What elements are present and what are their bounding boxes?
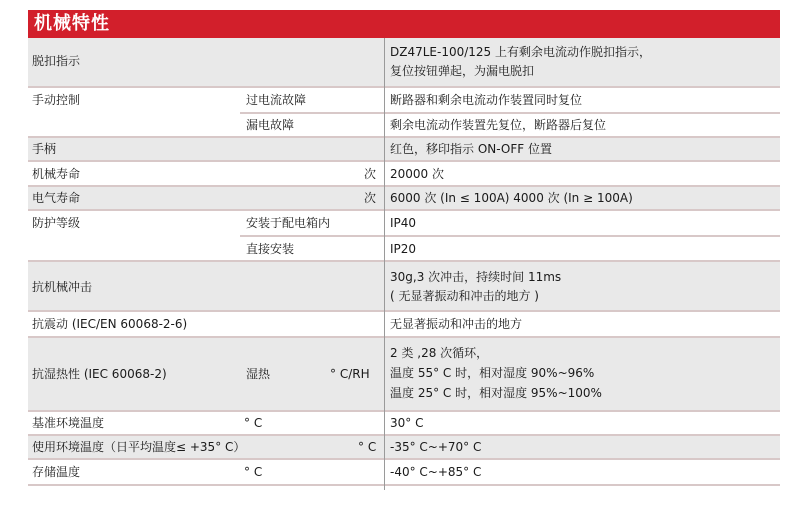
row-value: DZ47LE-100/125 上有剩余电流动作脱扣指示， (390, 45, 651, 59)
row-label: 使用环境温度（日平均温度≤ +35° C） (32, 440, 246, 454)
row-value: 温度 25° C 时，相对湿度 95%~100% (390, 386, 602, 400)
row-sub-label: 安装于配电箱内 (246, 216, 331, 230)
row-value: 30g,3 次冲击，持续时间 11ms (390, 270, 562, 284)
row-label: 电气寿命 (32, 191, 81, 205)
table-row (28, 88, 780, 112)
table-row (28, 114, 780, 138)
table-row (28, 262, 780, 312)
table-row (28, 436, 780, 460)
row-label: 机械寿命 (32, 167, 81, 181)
table-row (28, 460, 780, 486)
row-sub-label: 过电流故障 (246, 93, 307, 107)
row-value: 断路器和剩余电流动作装置同时复位 (390, 93, 583, 107)
row-value: 20000 次 (390, 167, 444, 181)
row-unit: ° C (244, 465, 263, 479)
row-label: 手动控制 (32, 93, 81, 107)
row-label: 基准环境温度 (32, 416, 105, 430)
table-row (28, 237, 780, 262)
spec-table (28, 10, 780, 490)
row-unit: ° C (244, 416, 263, 430)
row-value: ( 无显著振动和冲击的地方 ) (390, 289, 539, 303)
column-divider (384, 38, 385, 490)
row-unit: 次 (364, 191, 377, 205)
row-sub-label: 漏电故障 (246, 118, 295, 132)
title-bar (28, 10, 780, 38)
row-value: 温度 55° C 时，相对湿度 90%~96% (390, 366, 595, 380)
row-value: IP20 (390, 242, 417, 256)
table-row (28, 412, 780, 436)
row-label: 手柄 (32, 142, 57, 156)
row-value: IP40 (390, 216, 417, 230)
row-value: 无显著振动和冲击的地方 (390, 317, 523, 331)
row-label: 防护等级 (32, 216, 81, 230)
row-unit: ° C/RH (330, 367, 370, 381)
row-sub-label: 直接安装 (246, 242, 295, 256)
table-row (28, 38, 780, 88)
table-row (28, 211, 780, 235)
table-title: 机械特性 (34, 13, 110, 34)
row-label: 脱扣指示 (32, 54, 81, 68)
row-label: 抗机械冲击 (32, 280, 93, 294)
table-row (28, 138, 780, 162)
table-row (28, 312, 780, 338)
row-value: -40° C~+85° C (390, 465, 482, 479)
row-value: 复位按钮弹起，为漏电脱扣 (390, 64, 535, 78)
row-unit: 次 (364, 167, 377, 181)
row-label: 存储温度 (32, 465, 81, 479)
row-value: 红色，移印指示 ON-OFF 位置 (390, 142, 552, 156)
table-row (28, 338, 780, 412)
row-sub-label: 湿热 (246, 367, 271, 381)
row-unit: ° C (358, 440, 377, 454)
table-row (28, 187, 780, 211)
row-value: 剩余电流动作装置先复位，断路器后复位 (390, 118, 607, 132)
row-value: 6000 次 (In ≤ 100A) 4000 次 (In ≥ 100A) (390, 191, 633, 205)
row-label: 抗震动 (IEC/EN 60068-2-6) (32, 317, 188, 331)
row-value: 30° C (390, 416, 424, 430)
table-row (28, 162, 780, 187)
row-label: 抗湿热性 (IEC 60068-2) (32, 367, 167, 381)
row-value: -35° C~+70° C (390, 440, 482, 454)
row-value: 2 类 ,28 次循环， (390, 346, 489, 360)
